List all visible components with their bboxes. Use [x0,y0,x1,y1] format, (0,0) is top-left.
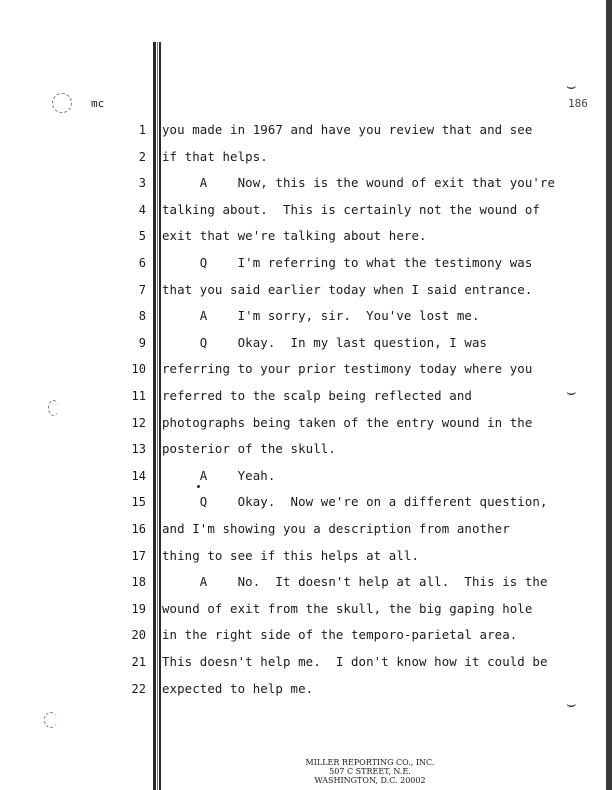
line-text: Q I'm referring to what the testimony was [162,255,533,270]
line-number: 3 [138,176,146,190]
line-text: photographs being taken of the entry wound in the [162,415,533,430]
check-mark-bottom: ⌣ [566,694,577,713]
line-number: 2 [138,150,146,164]
margin-rule-right [159,42,161,790]
line-text: posterior of the skull. [162,441,336,456]
line-number: 5 [138,229,146,243]
ink-dot [197,485,200,488]
reporter-initials: mc [91,97,105,110]
line-text: Q Okay. Now we're on a different question, [162,494,548,509]
page-number: 186 [568,97,588,110]
line-text: if that helps. [162,149,268,164]
punch-hole-middle [48,400,59,416]
line-number: 8 [138,309,146,323]
line-text: A Yeah. [162,468,276,483]
line-text: exit that we're talking about here. [162,228,427,243]
line-text: A Now, this is the wound of exit that you're [162,175,556,190]
line-number: 6 [138,256,146,270]
line-text: in the right side of the temporo-parietal area. [162,627,518,642]
line-text: A No. It doesn't help at all. This is the [162,574,548,589]
line-number: 9 [138,336,146,350]
check-mark-top: ⌣ [566,76,577,95]
line-number: 20 [131,628,146,642]
line-text: referring to your prior testimony today where you [162,361,533,376]
line-number: 1 [138,123,146,137]
line-number: 10 [131,362,146,376]
line-number: 7 [138,283,146,297]
line-number: 18 [131,575,146,589]
line-text: you made in 1967 and have you review that and see [162,122,533,137]
line-number: 19 [131,602,146,616]
line-number: 4 [138,203,146,217]
line-number: 11 [131,389,146,403]
line-number: 12 [131,416,146,430]
margin-rule [153,42,156,790]
line-text: talking about. This is certainly not the wound of [162,202,540,217]
footer-city: WASHINGTON, D.C. 20002 [314,776,426,785]
line-text: Q Okay. In my last question, I was [162,335,488,350]
line-number: 16 [131,522,146,536]
line-text: A I'm sorry, sir. You've lost me. [162,308,480,323]
check-mark-middle: ⌣ [566,382,577,401]
punch-hole-top [52,93,72,113]
page-right-edge [606,0,612,790]
reporter-footer [270,758,470,785]
line-text: and I'm showing you a description from another [162,521,510,536]
line-text: This doesn't help me. I don't know how it could be [162,654,548,669]
line-text: that you said earlier today when I said entrance. [162,282,533,297]
footer-street: 507 C STREET, N.E. [329,767,411,776]
line-number: 21 [131,655,146,669]
line-text: thing to see if this helps at all. [162,548,420,563]
line-number: 22 [131,682,146,696]
line-text: expected to help me. [162,681,314,696]
footer-company: MILLER REPORTING CO., INC. [305,758,435,767]
line-number: 17 [131,549,146,563]
punch-hole-bottom [44,712,57,728]
line-number: 13 [131,442,146,456]
line-text: wound of exit from the skull, the big gaping hole [162,601,533,616]
line-number: 15 [131,495,146,509]
margin-rule-inner [157,42,158,790]
line-number: 14 [131,469,146,483]
line-text: referred to the scalp being reflected and [162,388,472,403]
